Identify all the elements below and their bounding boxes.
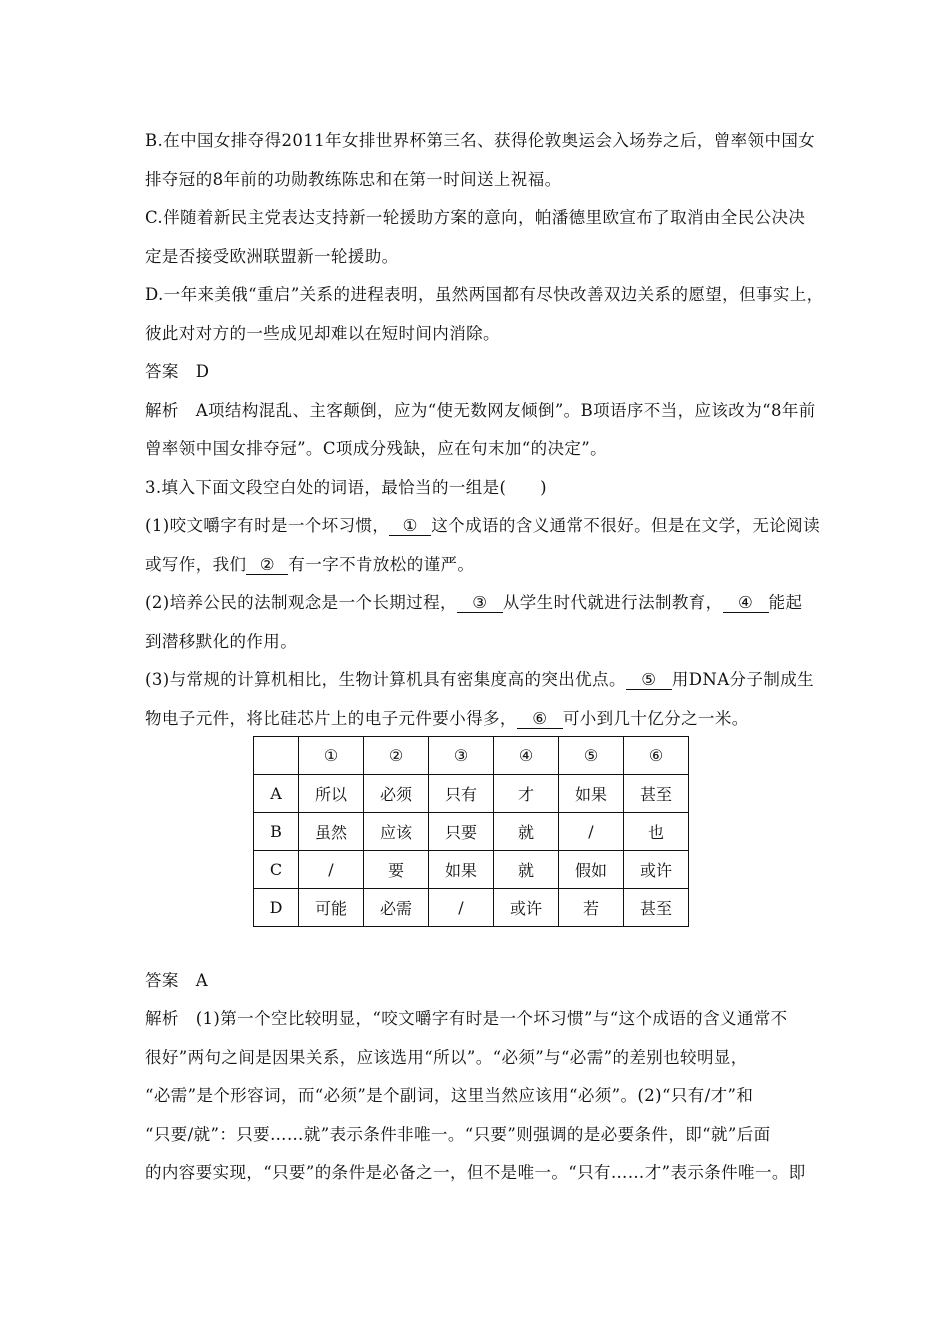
table-cell: / xyxy=(429,889,494,927)
table-cell: 要 xyxy=(364,851,429,889)
passage-1-line-1 xyxy=(145,512,820,536)
table-cell: 甚至 xyxy=(624,775,689,813)
blank-5: ⑤ xyxy=(626,671,672,690)
analysis-3-line-1: 解析 (1)第一个空比较明显，“咬文嚼字有时是一个坏习惯”与“这个成语的含义通常不 xyxy=(145,1009,788,1028)
table-cell: 就 xyxy=(494,851,559,889)
answer-2: 答案 D xyxy=(145,362,210,381)
passage-text: (2)培养公民的法制观念是一个长期过程， xyxy=(145,593,457,612)
table-cell: 所以 xyxy=(299,775,364,813)
table-cell: 就 xyxy=(494,813,559,851)
table-cell: 只要 xyxy=(429,813,494,851)
table-cell: ④ xyxy=(494,737,559,775)
passage-text: (1)咬文嚼字有时是一个坏习惯， xyxy=(145,516,390,535)
passage-2-line-1 xyxy=(145,589,802,613)
passage-text: 物电子元件，将比硅芯片上的电子元件要小得多， xyxy=(145,709,517,728)
blank-2: ② xyxy=(246,556,288,575)
table-header-row xyxy=(254,737,689,775)
analysis-3-line-5: 的内容要实现，“只要”的条件是必备之一，但不是唯一。“只有……才”表示条件唯一。即 xyxy=(145,1163,806,1182)
passage-2-line-2: 到潜移默化的作用。 xyxy=(145,632,298,651)
table-row xyxy=(254,889,689,927)
table-cell: 必需 xyxy=(364,889,429,927)
table-cell: 如果 xyxy=(559,775,624,813)
table-cell: 也 xyxy=(624,813,689,851)
passage-text: 或写作，我们 xyxy=(145,555,247,574)
table-cell: 可能 xyxy=(299,889,364,927)
passage-3-line-1 xyxy=(145,666,814,690)
table-cell: D xyxy=(254,889,299,927)
option-c-line-1: C.伴随着新民主党表达支持新一轮援助方案的意向，帕潘德里欧宣布了取消由全民公决决 xyxy=(145,208,806,227)
table-cell: ③ xyxy=(429,737,494,775)
table-cell: 甚至 xyxy=(624,889,689,927)
table-row xyxy=(254,775,689,813)
option-c-line-2: 定是否接受欧洲联盟新一轮援助。 xyxy=(145,247,399,266)
table-cell: 或许 xyxy=(494,889,559,927)
table-cell: / xyxy=(559,813,624,851)
blank-4: ④ xyxy=(723,594,769,613)
passage-text: 可小到几十亿分之一米。 xyxy=(562,709,749,728)
option-b-line-2: 排夺冠的8年前的功勋教练陈忠和在第一时间送上祝福。 xyxy=(145,170,562,189)
table-row xyxy=(254,813,689,851)
table-cell: ① xyxy=(299,737,364,775)
options-table xyxy=(253,736,689,927)
table-cell: 才 xyxy=(494,775,559,813)
analysis-2-line-1: 解析 A项结构混乱、主客颠倒，应为“使无数网友倾倒”。B项语序不当，应该改为“8年前 xyxy=(145,401,816,420)
table-cell: 必须 xyxy=(364,775,429,813)
analysis-2-line-2: 曾率领中国女排夺冠”。C项成分残缺，应在句末加“的决定”。 xyxy=(145,439,608,458)
passage-text: 用DNA分子制成生 xyxy=(671,670,815,689)
passage-text: 这个成语的含义通常不很好。但是在文学，无论阅读 xyxy=(431,516,820,535)
option-b-line-1: B.在中国女排夺得2011年女排世界杯第三名、获得伦敦奥运会入场券之后，曾率领中国女 xyxy=(145,131,816,150)
analysis-3-line-2: 很好”两句之间是因果关系，应该选用“所以”。“必须”与“必需”的差别也较明显， xyxy=(145,1048,748,1067)
option-d-line-2: 彼此对对方的一些成见却难以在短时间内消除。 xyxy=(145,324,500,343)
question-3-stem: 3.填入下面文段空白处的词语，最恰当的一组是( ) xyxy=(145,478,548,497)
table-cell: 只有 xyxy=(429,775,494,813)
table-cell xyxy=(254,737,299,775)
passage-text: 能起 xyxy=(768,593,803,612)
table-cell: ② xyxy=(364,737,429,775)
passage-text: 从学生时代就进行法制教育， xyxy=(502,593,723,612)
analysis-3-line-4: “只要/就”：只要……就”表示条件非唯一。“只要”则强调的是必要条件，即“就”后面 xyxy=(145,1125,771,1144)
blank-1: ① xyxy=(389,517,431,536)
passage-text: 有一字不肯放松的谨严。 xyxy=(288,555,475,574)
passage-text: (3)与常规的计算机相比，生物计算机具有密集度高的突出优点。 xyxy=(145,670,626,689)
table-cell: C xyxy=(254,851,299,889)
table-cell: ⑤ xyxy=(559,737,624,775)
table-cell: ⑥ xyxy=(624,737,689,775)
table-row xyxy=(254,851,689,889)
blank-6: ⑥ xyxy=(517,710,563,729)
answer-3: 答案 A xyxy=(145,971,209,990)
table-cell: A xyxy=(254,775,299,813)
table-cell: 或许 xyxy=(624,851,689,889)
analysis-3-line-3: “必需”是个形容词，而“必须”是个副词，这里当然应该用“必须”。(2)“只有/才”和 xyxy=(145,1086,754,1105)
blank-3: ③ xyxy=(457,594,503,613)
table-cell: B xyxy=(254,813,299,851)
table-cell: 假如 xyxy=(559,851,624,889)
table-cell: / xyxy=(299,851,364,889)
table-cell: 若 xyxy=(559,889,624,927)
passage-3-line-2 xyxy=(145,705,749,729)
table-cell: 如果 xyxy=(429,851,494,889)
table-cell: 应该 xyxy=(364,813,429,851)
table-cell: 虽然 xyxy=(299,813,364,851)
passage-1-line-2 xyxy=(145,551,474,575)
option-d-line-1: D.一年来美俄“重启”关系的进程表明，虽然两国都有尽快改善双边关系的愿望，但事实上， xyxy=(145,285,824,304)
